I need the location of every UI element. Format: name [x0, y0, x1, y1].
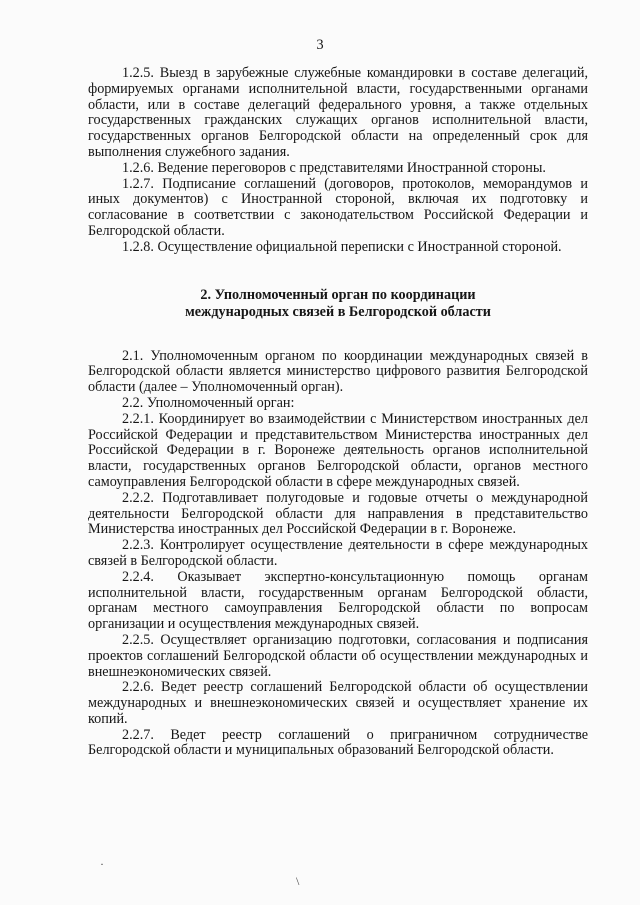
paragraph-2-2-6: 2.2.6. Ведет реестр соглашений Белгородской области об осуществлении международных и внешнеэкономических связей и осуществляет хранение их копий. — [88, 679, 588, 727]
paragraph-2-2-2: 2.2.2. Подготавливает полугодовые и годовые отчеты о международной деятельности Белгородской области для направления в представительство Министерства иностранных дел Российской Федерации в г. Воронеже. — [88, 489, 588, 538]
scan-mark: \ — [296, 874, 300, 888]
paragraph-2-2-7: 2.2.7. Ведет реестр соглашений о приграничном сотрудничестве Белгородской области и муниципальных образований Белгородской области. — [88, 726, 588, 759]
document-body — [88, 66, 588, 759]
paragraph-1-2-7: 1.2.7. Подписание соглашений (договоров, протоколов, меморандумов и иных документов) с Иностранной стороной, включая их подготовку и согласование в соответствии с законодательством Российской Федерации и Белгородской области. — [88, 175, 588, 239]
section-2-heading-line-2: международных связей в Белгородской области — [185, 303, 491, 320]
paragraph-2-2-3: 2.2.3. Контролирует осуществление деятельности в сфере международных связей в Белгородской области. — [88, 537, 588, 569]
paragraph-2-1: 2.1. Уполномоченным органом по координации международных связей в Белгородской области является министерство цифрового развития Белгородской области (далее – Уполномоченный орган). — [88, 347, 588, 396]
paragraph-2-2-4: 2.2.4. Оказывает экспертно-консультационную помощь органам исполнительной власти, государственным органам Белгородской области, органам местного самоуправления Белгородской области по вопросам организации и осуществления международных связей. — [88, 568, 588, 633]
section-2-heading — [88, 287, 588, 321]
paragraph-2-2: 2.2. Уполномоченный орган: — [122, 394, 295, 411]
scan-dot: · — [100, 857, 104, 871]
paragraph-2-2-1: 2.2.1. Координирует во взаимодействии с Министерством иностранных дел Российской Федерации и представительством Министерства иностранных дел Российской Федерации в г. Воронеже деятельность органов исполнительной власти, государственных органов Белгородской области, органов местного самоуправления Белгородской области в сфере международных связей. — [88, 410, 588, 490]
section-2-heading-line-1: 2. Уполномоченный орган по координации — [200, 286, 476, 303]
page-number: 3 — [316, 37, 324, 53]
paragraph-1-2-8: 1.2.8. Осуществление официальной переписки с Иностранной стороной. — [122, 238, 562, 255]
paragraph-1-2-5: 1.2.5. Выезд в зарубежные служебные командировки в составе делегаций, формируемых органами исполнительной власти, государственными органами области, или в составе делегаций федерального уровня, а также отдельных государственных гражданских служащих органов исполнительной власти, государственных органов Белгородской области на определенный срок для выполнения служебного задания. — [88, 65, 588, 160]
paragraph-2-2-5: 2.2.5. Осуществляет организацию подготовки, согласования и подписания проектов соглашений Белгородской области об осуществлении международных и внешнеэкономических связей. — [88, 631, 588, 680]
spacer — [88, 321, 588, 349]
paragraph-1-2-6: 1.2.6. Ведение переговоров с представителями Иностранной стороны. — [122, 159, 546, 176]
